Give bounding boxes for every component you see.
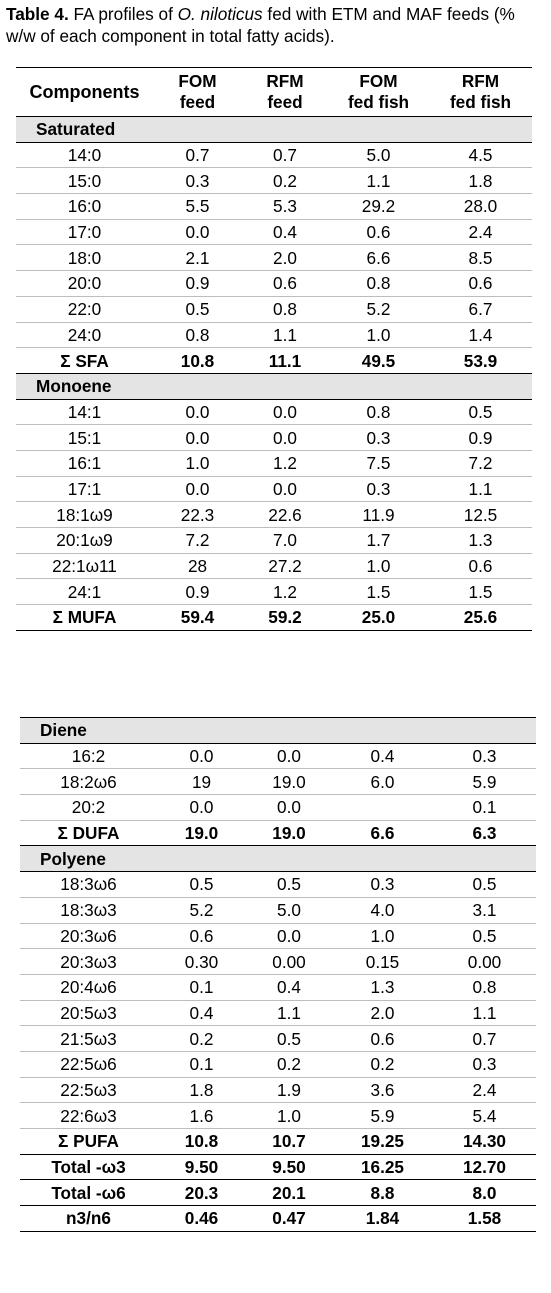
section-label: Polyene xyxy=(20,846,157,872)
section-filler xyxy=(246,846,332,872)
value-cell: 0.1 xyxy=(157,974,246,1000)
column-header-line1: RFM xyxy=(461,71,500,91)
value-cell: 0.9 xyxy=(153,579,242,605)
fatty-acid-table-part-2 xyxy=(20,717,536,1232)
value-cell: 5.0 xyxy=(328,142,429,168)
value-cell: 19.0 xyxy=(157,820,246,846)
value-cell: 0.6 xyxy=(429,553,532,579)
column-header-line1: RFM xyxy=(266,71,304,91)
component-cell: 16:1 xyxy=(16,450,153,476)
value-cell: 0.3 xyxy=(153,168,242,194)
column-header xyxy=(153,68,242,117)
value-cell: 0.0 xyxy=(157,795,246,821)
summary-row xyxy=(20,1180,536,1206)
value-cell: 6.0 xyxy=(332,769,433,795)
column-header-line2: feed xyxy=(179,92,216,112)
section-row xyxy=(16,373,532,399)
value-cell: 20.3 xyxy=(157,1180,246,1206)
value-cell: 2.4 xyxy=(433,1077,536,1103)
value-cell: 28 xyxy=(153,553,242,579)
value-cell: 12.70 xyxy=(433,1154,536,1180)
component-cell: 20:3ω6 xyxy=(20,923,157,949)
value-cell: 1.1 xyxy=(246,1000,332,1026)
value-cell: 16.25 xyxy=(332,1154,433,1180)
value-cell: 0.9 xyxy=(429,425,532,451)
value-cell: 0.6 xyxy=(328,219,429,245)
table-row xyxy=(20,769,536,795)
value-cell: 2.1 xyxy=(153,245,242,271)
value-cell: 11.1 xyxy=(242,348,328,374)
component-cell: 15:1 xyxy=(16,425,153,451)
value-cell: 0.7 xyxy=(242,142,328,168)
summary-row xyxy=(16,605,532,631)
value-cell: 1.1 xyxy=(429,476,532,502)
table-row xyxy=(16,322,532,348)
value-cell: 5.9 xyxy=(433,769,536,795)
value-cell: 0.2 xyxy=(242,168,328,194)
value-cell: 1.0 xyxy=(246,1103,332,1129)
component-cell: 20:0 xyxy=(16,271,153,297)
value-cell: 0.6 xyxy=(429,271,532,297)
component-cell: 14:1 xyxy=(16,399,153,425)
value-cell: 1.0 xyxy=(332,923,433,949)
value-cell: 0.1 xyxy=(433,795,536,821)
value-cell: 22.6 xyxy=(242,502,328,528)
component-cell: 20:4ω6 xyxy=(20,974,157,1000)
value-cell: 1.1 xyxy=(433,1000,536,1026)
value-cell: 7.5 xyxy=(328,450,429,476)
component-cell: Σ MUFA xyxy=(16,605,153,631)
component-cell: 18:2ω6 xyxy=(20,769,157,795)
component-cell: 18:1ω9 xyxy=(16,502,153,528)
value-cell: 0.5 xyxy=(433,872,536,898)
value-cell: 0.8 xyxy=(328,399,429,425)
component-cell: 17:1 xyxy=(16,476,153,502)
section-filler xyxy=(153,373,242,399)
component-cell: 22:6ω3 xyxy=(20,1103,157,1129)
value-cell: 14.30 xyxy=(433,1129,536,1155)
caption-text-after: fed with ETM and MAF feeds (% w/w of each component in total fatty acids). xyxy=(6,4,515,46)
table-row xyxy=(20,1051,536,1077)
value-cell: 0.5 xyxy=(246,872,332,898)
value-cell: 5.3 xyxy=(242,194,328,220)
table-row xyxy=(20,949,536,975)
value-cell: 6.7 xyxy=(429,296,532,322)
value-cell: 1.2 xyxy=(242,450,328,476)
summary-row xyxy=(16,348,532,374)
value-cell: 0.0 xyxy=(153,425,242,451)
value-cell: 8.5 xyxy=(429,245,532,271)
section-filler xyxy=(433,846,536,872)
component-cell: 20:1ω9 xyxy=(16,528,153,554)
value-cell: 0.5 xyxy=(157,872,246,898)
value-cell: 1.7 xyxy=(328,528,429,554)
value-cell: 3.6 xyxy=(332,1077,433,1103)
value-cell: 5.0 xyxy=(246,897,332,923)
value-cell: 27.2 xyxy=(242,553,328,579)
table-row xyxy=(16,399,532,425)
value-cell: 25.0 xyxy=(328,605,429,631)
value-cell: 1.9 xyxy=(246,1077,332,1103)
table-row xyxy=(16,142,532,168)
value-cell: 0.0 xyxy=(246,743,332,769)
table-row xyxy=(16,168,532,194)
value-cell: 1.84 xyxy=(332,1206,433,1232)
value-cell: 0.2 xyxy=(246,1051,332,1077)
value-cell: 6.3 xyxy=(433,820,536,846)
value-cell: 0.5 xyxy=(433,923,536,949)
value-cell: 0.4 xyxy=(157,1000,246,1026)
column-header xyxy=(16,68,153,117)
section-label: Diene xyxy=(20,718,157,744)
value-cell: 0.3 xyxy=(328,425,429,451)
value-cell: 5.2 xyxy=(328,296,429,322)
value-cell: 3.1 xyxy=(433,897,536,923)
value-cell: 0.0 xyxy=(242,476,328,502)
column-header-line1: FOM xyxy=(178,71,217,91)
component-cell: 14:0 xyxy=(16,142,153,168)
table-row xyxy=(20,974,536,1000)
component-cell: Total -ω6 xyxy=(20,1180,157,1206)
fatty-acid-table-part-1 xyxy=(16,67,532,631)
value-cell: 1.58 xyxy=(433,1206,536,1232)
section-filler xyxy=(157,846,246,872)
section-label: Monoene xyxy=(16,373,153,399)
section-filler xyxy=(433,718,536,744)
value-cell: 5.5 xyxy=(153,194,242,220)
value-cell: 0.0 xyxy=(242,399,328,425)
header-row xyxy=(16,68,532,117)
component-cell: n3/n6 xyxy=(20,1206,157,1232)
value-cell: 1.5 xyxy=(328,579,429,605)
column-header xyxy=(429,68,532,117)
value-cell: 59.2 xyxy=(242,605,328,631)
value-cell: 0.7 xyxy=(153,142,242,168)
value-cell: 20.1 xyxy=(246,1180,332,1206)
value-cell: 0.00 xyxy=(433,949,536,975)
component-cell: 18:0 xyxy=(16,245,153,271)
column-header xyxy=(328,68,429,117)
value-cell: 5.4 xyxy=(433,1103,536,1129)
component-cell: 24:0 xyxy=(16,322,153,348)
value-cell: 0.0 xyxy=(153,476,242,502)
caption-label: Table 4. xyxy=(6,4,69,24)
value-cell: 0.0 xyxy=(153,399,242,425)
value-cell: 1.1 xyxy=(328,168,429,194)
component-cell: 20:2 xyxy=(20,795,157,821)
value-cell: 0.47 xyxy=(246,1206,332,1232)
value-cell: 19.0 xyxy=(246,820,332,846)
value-cell: 28.0 xyxy=(429,194,532,220)
column-header-line2: feed xyxy=(267,92,303,112)
value-cell: 0.2 xyxy=(157,1026,246,1052)
value-cell: 2.0 xyxy=(332,1000,433,1026)
value-cell: 0.30 xyxy=(157,949,246,975)
value-cell: 4.5 xyxy=(429,142,532,168)
section-filler xyxy=(332,846,433,872)
table-row xyxy=(20,1026,536,1052)
value-cell: 0.6 xyxy=(157,923,246,949)
value-cell: 0.8 xyxy=(328,271,429,297)
component-cell: Σ DUFA xyxy=(20,820,157,846)
value-cell: 1.8 xyxy=(157,1077,246,1103)
value-cell: 1.0 xyxy=(328,322,429,348)
value-cell: 25.6 xyxy=(429,605,532,631)
table-row xyxy=(20,1103,536,1129)
table-row xyxy=(20,743,536,769)
component-cell: Total -ω3 xyxy=(20,1154,157,1180)
value-cell: 0.2 xyxy=(332,1051,433,1077)
table-row xyxy=(20,1077,536,1103)
value-cell: 0.0 xyxy=(157,743,246,769)
table-row xyxy=(20,795,536,821)
component-cell: 16:2 xyxy=(20,743,157,769)
component-cell: 22:5ω3 xyxy=(20,1077,157,1103)
value-cell: 6.6 xyxy=(332,820,433,846)
section-filler xyxy=(242,117,328,143)
value-cell: 53.9 xyxy=(429,348,532,374)
section-filler xyxy=(429,117,532,143)
table-row xyxy=(16,219,532,245)
table-row xyxy=(16,194,532,220)
value-cell: 0.46 xyxy=(157,1206,246,1232)
section-row xyxy=(20,846,536,872)
table-row xyxy=(16,476,532,502)
table-caption xyxy=(6,3,546,47)
table-row xyxy=(20,923,536,949)
value-cell: 10.8 xyxy=(153,348,242,374)
summary-row xyxy=(20,1206,536,1232)
value-cell: 0.0 xyxy=(242,425,328,451)
column-header-line1: FOM xyxy=(359,71,398,91)
value-cell: 9.50 xyxy=(246,1154,332,1180)
summary-row xyxy=(20,820,536,846)
component-cell: 22:1ω11 xyxy=(16,553,153,579)
value-cell: 59.4 xyxy=(153,605,242,631)
value-cell: 19.25 xyxy=(332,1129,433,1155)
table-row xyxy=(16,528,532,554)
table-row xyxy=(16,579,532,605)
value-cell: 0.6 xyxy=(242,271,328,297)
value-cell: 29.2 xyxy=(328,194,429,220)
table-row xyxy=(20,1000,536,1026)
value-cell: 0.1 xyxy=(157,1051,246,1077)
summary-row xyxy=(20,1154,536,1180)
value-cell: 1.2 xyxy=(242,579,328,605)
table-row xyxy=(20,872,536,898)
value-cell: 0.4 xyxy=(242,219,328,245)
column-header-line2: fed fish xyxy=(449,92,512,112)
value-cell: 0.5 xyxy=(246,1026,332,1052)
value-cell: 5.9 xyxy=(332,1103,433,1129)
value-cell: 0.9 xyxy=(153,271,242,297)
component-cell: 16:0 xyxy=(16,194,153,220)
value-cell: 0.5 xyxy=(153,296,242,322)
value-cell: 0.3 xyxy=(433,1051,536,1077)
section-filler xyxy=(328,117,429,143)
value-cell: 0.3 xyxy=(433,743,536,769)
value-cell: 7.2 xyxy=(429,450,532,476)
value-cell: 1.0 xyxy=(153,450,242,476)
value-cell: 0.0 xyxy=(153,219,242,245)
component-cell: 18:3ω3 xyxy=(20,897,157,923)
table-row xyxy=(16,271,532,297)
value-cell: 0.8 xyxy=(153,322,242,348)
section-filler xyxy=(332,718,433,744)
value-cell: 0.0 xyxy=(246,795,332,821)
value-cell: 0.4 xyxy=(246,974,332,1000)
value-cell: 0.3 xyxy=(328,476,429,502)
section-filler xyxy=(153,117,242,143)
component-cell: Σ PUFA xyxy=(20,1129,157,1155)
value-cell: 12.5 xyxy=(429,502,532,528)
value-cell: 11.9 xyxy=(328,502,429,528)
value-cell: 0.5 xyxy=(429,399,532,425)
component-cell: 20:5ω3 xyxy=(20,1000,157,1026)
value-cell: 9.50 xyxy=(157,1154,246,1180)
table-row xyxy=(16,553,532,579)
value-cell: 19 xyxy=(157,769,246,795)
value-cell: 10.7 xyxy=(246,1129,332,1155)
value-cell: 0.4 xyxy=(332,743,433,769)
component-cell: 21:5ω3 xyxy=(20,1026,157,1052)
value-cell: 2.0 xyxy=(242,245,328,271)
component-cell: 22:0 xyxy=(16,296,153,322)
value-cell: 0.00 xyxy=(246,949,332,975)
table-row xyxy=(16,245,532,271)
component-cell: 24:1 xyxy=(16,579,153,605)
column-header-line2: fed fish xyxy=(347,92,410,112)
component-cell: 17:0 xyxy=(16,219,153,245)
value-cell: 0.0 xyxy=(246,923,332,949)
section-label: Saturated xyxy=(16,117,153,143)
section-row xyxy=(20,718,536,744)
value-cell: 1.0 xyxy=(328,553,429,579)
value-cell: 1.1 xyxy=(242,322,328,348)
value-cell: 0.8 xyxy=(242,296,328,322)
value-cell: 1.3 xyxy=(429,528,532,554)
value-cell: 10.8 xyxy=(157,1129,246,1155)
column-header xyxy=(242,68,328,117)
value-cell: 0.6 xyxy=(332,1026,433,1052)
section-filler xyxy=(242,373,328,399)
table-row xyxy=(20,897,536,923)
table-row xyxy=(16,502,532,528)
component-cell: 20:3ω3 xyxy=(20,949,157,975)
value-cell: 4.0 xyxy=(332,897,433,923)
component-cell: 15:0 xyxy=(16,168,153,194)
value-cell: 2.4 xyxy=(429,219,532,245)
value-cell: 1.8 xyxy=(429,168,532,194)
table-row xyxy=(16,296,532,322)
value-cell: 5.2 xyxy=(157,897,246,923)
value-cell: 1.5 xyxy=(429,579,532,605)
section-filler xyxy=(246,718,332,744)
value-cell: 6.6 xyxy=(328,245,429,271)
section-filler xyxy=(157,718,246,744)
value-cell: 1.3 xyxy=(332,974,433,1000)
value-cell: 8.8 xyxy=(332,1180,433,1206)
value-cell: 0.3 xyxy=(332,872,433,898)
value-cell: 1.6 xyxy=(157,1103,246,1129)
value-cell: 8.0 xyxy=(433,1180,536,1206)
value-cell: 0.15 xyxy=(332,949,433,975)
component-cell: 18:3ω6 xyxy=(20,872,157,898)
value-cell: 19.0 xyxy=(246,769,332,795)
component-cell: 22:5ω6 xyxy=(20,1051,157,1077)
value-cell xyxy=(332,795,433,821)
summary-row xyxy=(20,1129,536,1155)
section-filler xyxy=(328,373,429,399)
table-row xyxy=(16,425,532,451)
caption-text-before: FA profiles of xyxy=(68,4,178,24)
section-row xyxy=(16,117,532,143)
value-cell: 7.2 xyxy=(153,528,242,554)
section-filler xyxy=(429,373,532,399)
component-cell: Σ SFA xyxy=(16,348,153,374)
value-cell: 22.3 xyxy=(153,502,242,528)
caption-species: O. niloticus xyxy=(177,4,263,24)
value-cell: 0.7 xyxy=(433,1026,536,1052)
column-header-line1: Components xyxy=(29,81,140,102)
value-cell: 49.5 xyxy=(328,348,429,374)
value-cell: 7.0 xyxy=(242,528,328,554)
table-row xyxy=(16,450,532,476)
value-cell: 0.8 xyxy=(433,974,536,1000)
value-cell: 1.4 xyxy=(429,322,532,348)
